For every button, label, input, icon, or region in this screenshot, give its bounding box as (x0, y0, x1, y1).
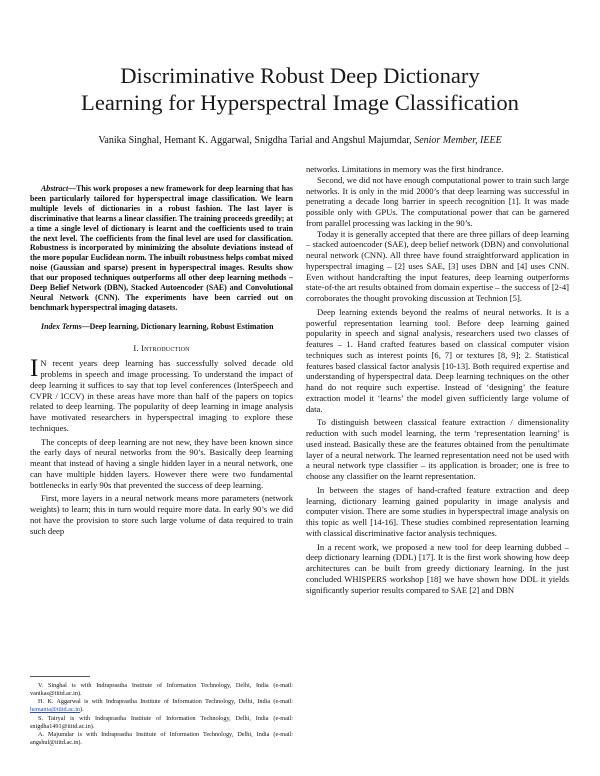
intro-paragraph-3: First, more layers in a neural network means more parameters (network weights) to learn; this in turn would require more data. In early 90’s we did not have the provision to store such large volume of data required to train such deep (30, 493, 293, 536)
right-paragraph-6: In a recent work, we proposed a new tool for deep learning dubbed – deep dictionary learning (DDL) [17]. It is the first work showing how deep architectures can be built from greedy dictionary learning. In the just concluded WHISPERS workshop [18] we have shown how DDL it yields significantly superior results compared to SAE [2] and DBN (306, 541, 569, 595)
intro-paragraph-1-text: N recent years deep learning has successfully solved decade old problems in speech and image processing. To understand the impact of deep learning it suffices to say that top level conferences (InterSpeech and CVPR / ICCV) in these areas have more than half of the papers on topics related to deep learning. The popularity of deep learning in image analysis have motivated researchers in hyperspectral imaging to explore these techniques. (30, 358, 293, 433)
footnote-1: V. Singhal is with Indraprastha Institute of Information Technology, Delhi, India (e-mail: vanikas@iiitd.ac.in). (30, 682, 293, 697)
right-paragraph-5: In between the stages of hand-crafted feature extraction and deep learning, dictionary learning gained popularity in image analysis and computer vision. There are some studies in hyperspectral image analysis on this topic as well [14-16]. These studies combined representation learning with classical discriminative factor analysis techniques. (306, 484, 569, 538)
section-heading-introduction: I. Introduction (133, 342, 190, 353)
email-link[interactable]: hemanta@iiitd.ac.in (30, 706, 81, 714)
drop-cap: I (30, 355, 39, 383)
footnote-2-text-b: ). (80, 706, 84, 714)
intro-paragraph-1 (30, 355, 293, 433)
paper-title (40, 62, 560, 116)
index-terms-label: Index Terms (41, 321, 82, 331)
footnote-2 (30, 698, 293, 713)
title-line-2: Learning for Hyperspectral Image Classification (81, 90, 519, 115)
abstract (30, 184, 293, 313)
abstract-text: —This work proposes a new framework for deep learning that has been particularly tailored for hyperspectral image classification. We learn multiple levels of dictionaries in a robust fashion. The last layer is discriminative that learns a linear classifier. The training proceeds greedily; at a time a single level of dictionary is learnt and the coefficients used to train the next level. The coefficients from the final level are used for classification. Robustness is incorporated by minimizing the absolute deviations instead of the more popular Euclidean norm. The inbuilt robustness helps combat mixed noise (Gaussian and sparse) present in hyperspectral images. Results show that our proposed techniques outperforms all other deep learning methods – Deep Belief Network (DBN), Stacked Autoencoder (SAE) and Convolutional Neural Network (CNN). The experiments have been carried out on benchmark hyperspectral imaging datasets. (30, 184, 293, 312)
right-column (306, 164, 569, 595)
right-paragraph-4: To distinguish between classical feature extraction / dimensionality reduction with such model learning, the term ‘representation learning’ is used instead. Basically these are the features obtained from the penultimate layer of a neural network. The learned representation need not be used with a neural network type classifier – its application is broader; one is free to choose any classifier on the learnt representation. (306, 417, 569, 481)
author-names: Vanika Singhal, Hemant K. Aggarwal, Snigdha Tarial and Angshul Majumdar, (98, 135, 415, 146)
author-list (30, 135, 570, 147)
intro-paragraph-2: The concepts of deep learning are not new, they have been known since the early days of neural networks from the 90’s. Basically deep learning meant that instead of having a single hidden layer in a neural network, one can have multiple hidden layers. However there were two fundamental bottlenecks in early 90s that prevented the success of deep learning. (30, 436, 293, 490)
right-paragraph-0: networks. Limitations in memory was the first hindrance. (306, 164, 504, 174)
title-line-1: Discriminative Robust Deep Dictionary (120, 63, 480, 88)
index-terms (30, 322, 293, 332)
footnote-2-text-a: H. K. Aggarwal is with Indraprastha Institute of Information Technology, Delhi, India (e-mail: (38, 698, 293, 706)
author-membership: Senior Member, IEEE (414, 135, 502, 146)
footnote-4: A. Majumdar is with Indraprastha Institute of Information Technology, Delhi, India (e-mail: angshul@iiitd.ac.in). (30, 731, 293, 746)
right-paragraph-1: Second, we did not have enough computational power to train such large networks. It is only in the mid 2000’s that deep learning was successful in penetrating a decade long barrier in speech recognition [1]. It was made possible only with GPUs. The computational power that can be garnered from parallel processing was lacking in the 90’s. (306, 174, 569, 228)
footnote-3: S. Tairyal is with Indraprastha Institute of Information Technology, Delhi, India (e-mail: snigdha1491@iiitd.ac.in). (30, 714, 293, 730)
index-terms-text: —Deep learning, Dictionary learning, Robust Estimation (81, 321, 274, 331)
left-column (30, 184, 293, 536)
right-paragraph-3: Deep learning extends beyond the realms of neural networks. It is a powerful representation learning tool. Before deep learning gained popularity in speech and signal analysis, researchers used two classes of features – 1. Hand crafted features based on classical computer vision techniques such as interest points [6, 7] or textures [8, 9]; 2. Statistical features based classical factor analysis [10-13]. Both required expertise and understanding of hyperspectral data. Deep learning techniques on the other hand do not require such expertise. Instead of ‘designing’ the feature extraction model it ‘learns’ the model given sufficiently large volume of data. (306, 306, 569, 414)
right-paragraph-2: Today it is generally accepted that there are three pillars of deep learning – stacked autoencoder (SAE), deep belief network (DBN) and convolutional neural network (CNN). All three have found straightforward application in hyperspectral imaging – [2] uses SAE, [3] uses DBN and [4] uses CNN. Even without handcrafting the input features, deep learning outperforms state-of-the art results obtained from domain expertise – the success of [2-4] corroborates the thought provoking discussion at Technion [5]. (306, 228, 569, 303)
abstract-label: Abstract (41, 184, 69, 193)
footnote-rule (30, 676, 90, 677)
footnotes (30, 682, 293, 748)
